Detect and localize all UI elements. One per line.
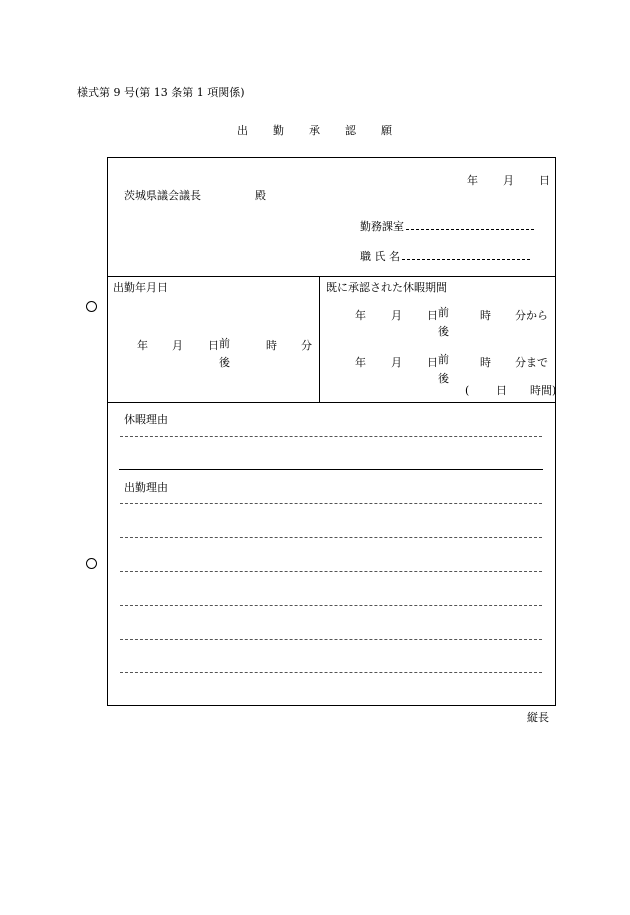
work-date-day[interactable]: 日 bbox=[208, 339, 219, 352]
work-reason-line-6[interactable] bbox=[120, 672, 542, 673]
leave-to-hour[interactable]: 時 bbox=[480, 356, 491, 369]
work-reason-line-3[interactable] bbox=[120, 571, 542, 572]
page-title: 出 勤 承 認 願 bbox=[237, 124, 393, 137]
addressee-honorific: 殿 bbox=[255, 189, 266, 202]
office-field[interactable] bbox=[360, 219, 534, 233]
work-date-ampm[interactable] bbox=[219, 332, 231, 370]
leave-to-month[interactable]: 月 bbox=[391, 356, 402, 369]
leave-from-month[interactable]: 月 bbox=[391, 309, 402, 322]
leave-reason-line[interactable] bbox=[120, 436, 542, 437]
approved-leave-heading: 既に承認された休暇期間 bbox=[326, 281, 447, 294]
am-label: 前 bbox=[438, 306, 449, 319]
name-input-line[interactable] bbox=[402, 249, 530, 260]
leave-total-days[interactable]: 日 bbox=[496, 384, 507, 397]
punch-hole-mark-top bbox=[86, 301, 97, 312]
leave-from-ampm[interactable] bbox=[438, 301, 450, 339]
leave-from-day[interactable]: 日 bbox=[427, 309, 438, 322]
pm-label: 後 bbox=[438, 325, 449, 338]
pm-label: 後 bbox=[438, 372, 449, 385]
divider-top-section bbox=[107, 276, 556, 277]
reason-separator bbox=[119, 469, 543, 470]
application-frame bbox=[107, 157, 556, 706]
work-reason-line-1[interactable] bbox=[120, 503, 542, 504]
name-field[interactable] bbox=[360, 249, 530, 263]
orientation-note: 縦長 bbox=[527, 711, 549, 724]
leave-from-minute[interactable]: 分から bbox=[515, 309, 548, 322]
office-input-line[interactable] bbox=[406, 219, 534, 230]
leave-from-year[interactable]: 年 bbox=[355, 309, 366, 322]
leave-reason-label: 休暇理由 bbox=[124, 413, 168, 426]
submission-date-month[interactable]: 月 bbox=[503, 174, 514, 187]
work-reason-line-2[interactable] bbox=[120, 537, 542, 538]
submission-date-year[interactable]: 年 bbox=[467, 174, 478, 187]
leave-total-hours[interactable]: 時間) bbox=[530, 384, 557, 397]
leave-from-hour[interactable]: 時 bbox=[480, 309, 491, 322]
leave-to-day[interactable]: 日 bbox=[427, 356, 438, 369]
leave-to-minute[interactable]: 分まで bbox=[515, 356, 548, 369]
leave-to-ampm[interactable] bbox=[438, 348, 450, 386]
work-date-hour[interactable]: 時 bbox=[266, 339, 277, 352]
pm-label: 後 bbox=[219, 356, 230, 369]
divider-vertical bbox=[319, 276, 320, 402]
am-label: 前 bbox=[219, 337, 230, 350]
form-number: 様式第 9 号(第 13 条第 1 項関係) bbox=[77, 86, 245, 99]
punch-hole-mark-bottom bbox=[86, 558, 97, 569]
name-label: 職 氏 名 bbox=[360, 250, 400, 263]
leave-total-open: ( bbox=[465, 384, 470, 397]
submission-date-day[interactable]: 日 bbox=[539, 174, 550, 187]
leave-to-year[interactable]: 年 bbox=[355, 356, 366, 369]
office-label: 勤務課室 bbox=[360, 220, 404, 233]
work-reason-line-5[interactable] bbox=[120, 639, 542, 640]
am-label: 前 bbox=[438, 353, 449, 366]
work-date-minute[interactable]: 分 bbox=[301, 339, 312, 352]
work-date-year[interactable]: 年 bbox=[137, 339, 148, 352]
work-date-heading: 出勤年月日 bbox=[113, 281, 168, 294]
work-date-month[interactable]: 月 bbox=[172, 339, 183, 352]
work-reason-line-4[interactable] bbox=[120, 605, 542, 606]
addressee-name: 茨城県議会議長 bbox=[124, 189, 201, 202]
work-reason-label: 出勤理由 bbox=[124, 481, 168, 494]
divider-middle-section bbox=[107, 402, 556, 403]
